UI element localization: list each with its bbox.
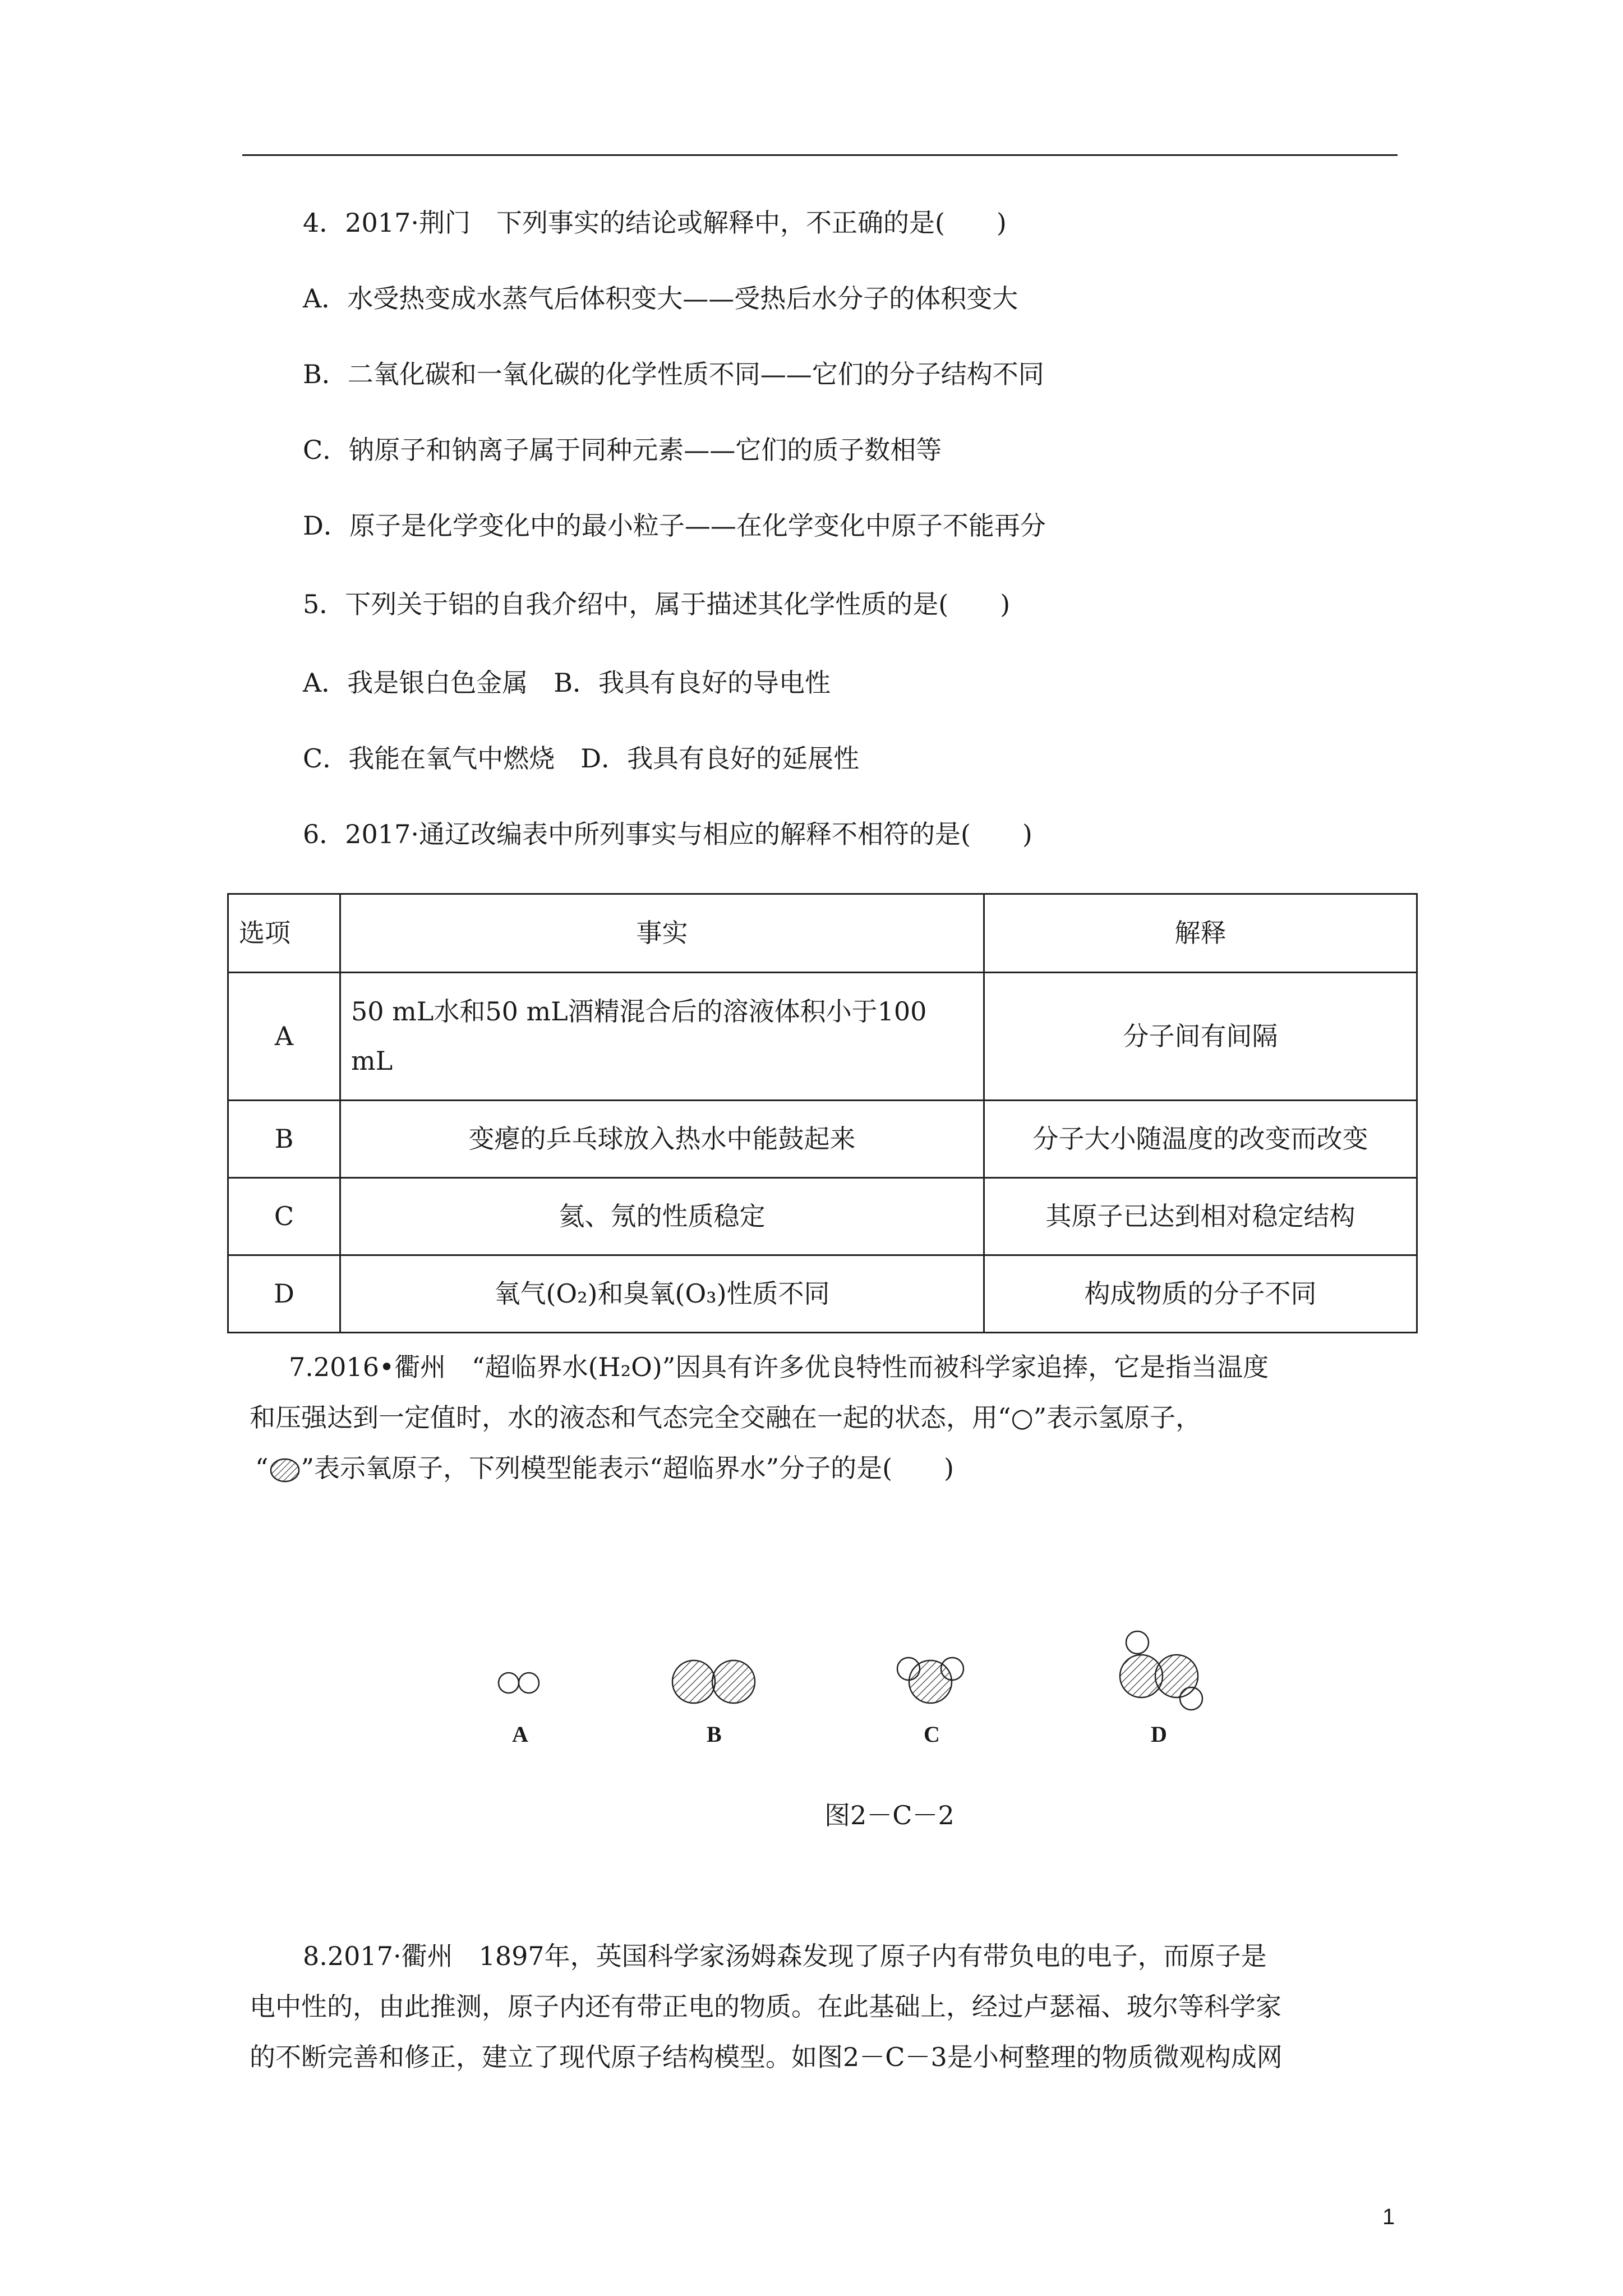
table-row — [228, 1178, 1417, 1255]
model-b — [672, 1660, 755, 1703]
model-c — [897, 1658, 963, 1703]
q5-stem: 5．下列关于铝的自我介绍中，属于描述其化学性质的是( ) — [303, 589, 1011, 619]
row-a-explanation: 分子间有间隔 — [984, 973, 1417, 1101]
hydrogen-atom-icon — [499, 1673, 519, 1693]
q6-stem: 6．2017·通辽改编表中所列事实与相应的解释不相符的是( ) — [303, 819, 1032, 849]
row-c-explanation: 其原子已达到相对稳定结构 — [984, 1178, 1417, 1255]
header-explanation: 解释 — [984, 894, 1417, 973]
q8-line2: 电中性的，由此推测，原子内还有带正电的物质。在此基础上，经过卢瑟福、玻尔等科学家 — [250, 1991, 1281, 2022]
model-a — [499, 1673, 539, 1693]
q7-line3-text: ”表示氧原子，下列模型能表示“超临界水”分子的是( ) — [301, 1453, 954, 1483]
oxygen-atom-icon — [712, 1660, 755, 1703]
q4-option-d: D．原子是化学变化中的最小粒子——在化学变化中原子不能再分 — [303, 510, 1046, 541]
q7-line3 — [255, 1453, 954, 1484]
row-b-fact: 变瘪的乒乓球放入热水中能鼓起来 — [340, 1101, 984, 1178]
figure-caption: 图2－C－2 — [824, 1800, 955, 1830]
q4-option-a: A．水受热变成水蒸气后体积变大——受热后水分子的体积变大 — [303, 283, 1018, 314]
table-row — [228, 973, 1417, 1101]
q4-stem: 4．2017·荆门 下列事实的结论或解释中，不正确的是( ) — [303, 208, 1007, 238]
row-a-fact: 50 mL水和50 mL酒精混合后的溶液体积小于100 mL — [340, 973, 984, 1101]
q8-line1: 8.2017·衢州 1897年，英国科学家汤姆森发现了原子内有带负电的电子，而原子是 — [303, 1941, 1267, 1971]
model-d — [1120, 1631, 1202, 1710]
header-option: 选项 — [228, 894, 340, 973]
header-fact: 事实 — [340, 894, 984, 973]
q7-quote-open: “ — [255, 1453, 269, 1483]
model-d-label: D — [1151, 1722, 1167, 1747]
model-c-label: C — [924, 1722, 940, 1747]
table-row — [228, 1101, 1417, 1178]
table-row — [228, 1255, 1417, 1333]
q4-option-b: B．二氧化碳和一氧化碳的化学性质不同——它们的分子结构不同 — [303, 359, 1044, 389]
oxygen-atom-icon — [1155, 1655, 1198, 1697]
q4-option-c: C．钠原子和钠离子属于同种元素——它们的质子数相等 — [303, 435, 942, 465]
row-b-explanation: 分子大小随温度的改变而改变 — [984, 1101, 1417, 1178]
page-number: 1 — [1382, 2205, 1395, 2229]
row-d-option: D — [228, 1255, 340, 1333]
hydrogen-atom-icon — [1126, 1631, 1149, 1654]
row-c-option: C — [228, 1178, 340, 1255]
oxygen-atom-icon — [672, 1660, 715, 1703]
table-header-row — [228, 894, 1417, 973]
molecule-models — [482, 1616, 1211, 1728]
row-b-option: B — [228, 1101, 340, 1178]
q5-options-ab: A．我是银白色金属 B．我具有良好的导电性 — [303, 668, 831, 698]
hydrogen-atom-icon — [519, 1673, 539, 1693]
q5-options-cd: C．我能在氧气中燃烧 D．我具有良好的延展性 — [303, 743, 860, 774]
molecule-figure — [482, 1616, 1211, 1767]
row-c-fact: 氦、氖的性质稳定 — [340, 1178, 984, 1255]
header-rule — [242, 154, 1398, 156]
q7-line1: 7.2016•衢州 “超临界水(H₂O)”因具有许多优良特性而被科学家追捧，它是指当温度 — [289, 1352, 1269, 1382]
oxygen-atom-icon — [269, 1457, 301, 1483]
row-a-option: A — [228, 973, 340, 1101]
q7-line2: 和压强达到一定值时，水的液态和气态完全交融在一起的状态，用“○”表示氢原子， — [250, 1402, 1202, 1433]
model-b-label: B — [707, 1722, 722, 1747]
row-d-fact: 氧气(O₂)和臭氧(O₃)性质不同 — [340, 1255, 984, 1333]
oxygen-atom-icon — [909, 1660, 952, 1703]
q6-table — [227, 893, 1418, 1333]
model-a-label: A — [512, 1722, 528, 1747]
row-d-explanation: 构成物质的分子不同 — [984, 1255, 1417, 1333]
q8-line3: 的不断完善和修正，建立了现代原子结构模型。如图2－C－3是小柯整理的物质微观构成网 — [250, 2042, 1283, 2072]
